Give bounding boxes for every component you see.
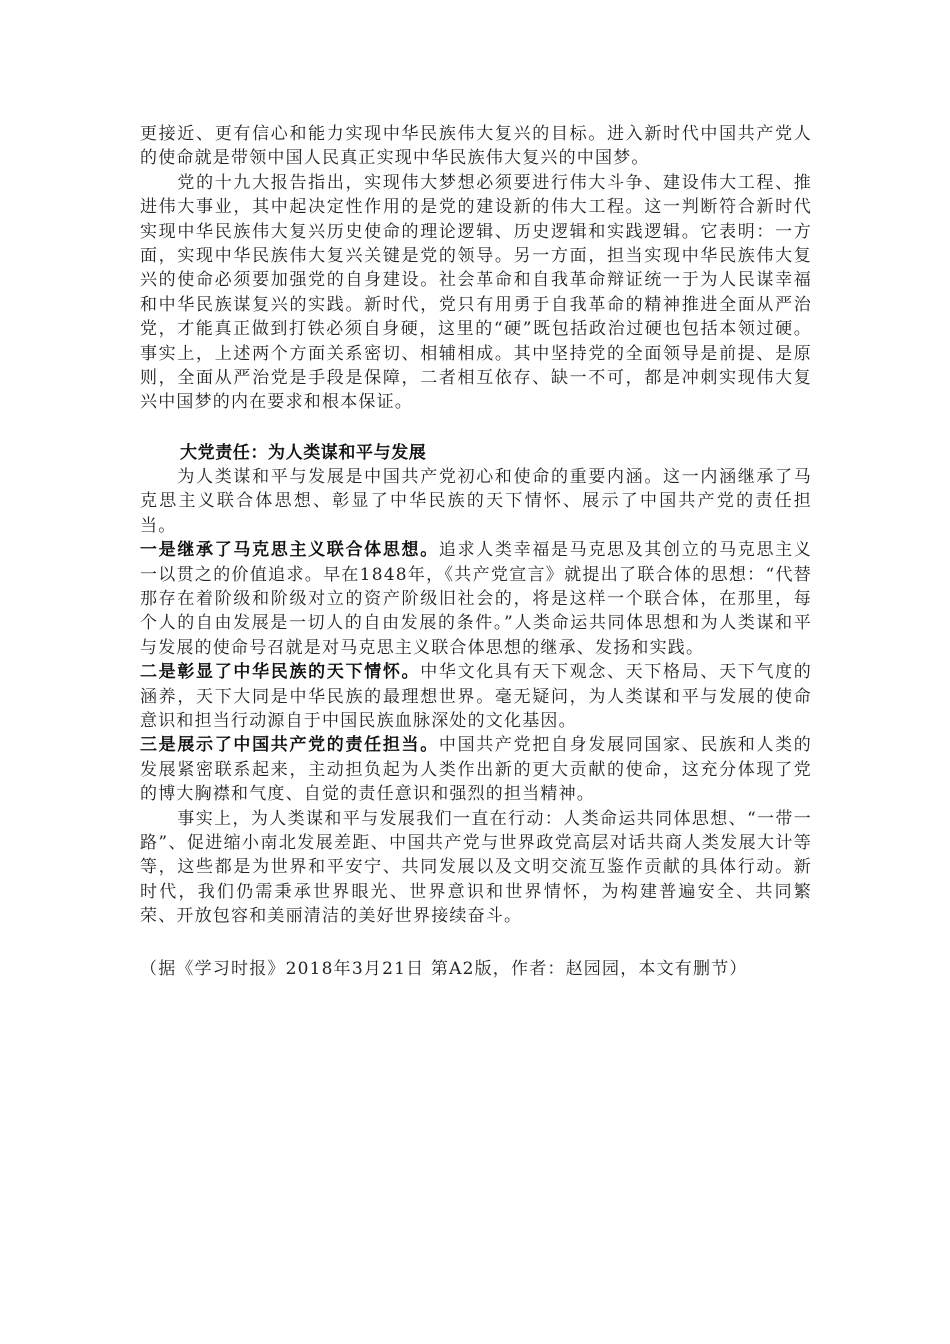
point-lead: 三是展示了中国共产党的责任担当。 (140, 735, 439, 756)
section-closing: 事实上，为人类谋和平与发展我们一直在行动：人类命运共同体思想、“一带一路”、促进缩小南北发展差距、中国共产党与世界政党高层对话共商人类发展大计等等，这些都是为世界和平安宁、共同发展以及文明交流互鉴作贡献的具体行动。新时代，我们仍需秉承世界眼光、世界意识和世界情怀，为构建普遍安全、共同繁荣、开放包容和美丽清洁的美好世界接续奋斗。 (140, 808, 812, 927)
section-heading: 大党责任：为人类谋和平与发展 (180, 442, 427, 463)
point-party-responsibility (140, 733, 812, 806)
source-note: （据《学习时报》2018年3月21日 第A2版，作者：赵园园，本文有删节） (140, 958, 748, 979)
section-intro: 为人类谋和平与发展是中国共产党初心和使命的重要内涵。这一内涵继承了马克思主义联合体思想、彰显了中华民族的天下情怀、展示了中国共产党的责任担当。 (140, 466, 812, 536)
point-text: 追求人类幸福是马克思及其创立的马克思主义一以贯之的价值追求。早在1848年，《共产党宣言》就提出了联合体的思想：“代替那存在着阶级和阶级对立的资产阶级旧社会的，将是这样一个联合体，在那里，每个人的自由发展是一切人的自由发展的条件。”人类命运共同体思想和为人类谋和平与发展的使命号召就是对马克思主义联合体思想的继承、发扬和实践。 (140, 540, 813, 658)
point-marxism (140, 538, 812, 660)
point-text: 中国共产党把自身发展同国家、民族和人类的发展紧密联系起来，主动担负起为人类作出新的更大贡献的使命，这充分体现了党的博大胸襟和气度、自觉的责任意识和强烈的担当精神。 (140, 735, 813, 805)
point-lead: 二是彰显了中华民族的天下情怀。 (140, 662, 421, 683)
point-chinese-nation (140, 660, 812, 733)
point-text: 中华文化具有天下观念、天下格局、天下气度的涵养，天下大同是中华民族的最理想世界。毫无疑问，为人类谋和平与发展的使命意识和担当行动源自于中国民族血脉深处的文化基因。 (140, 662, 813, 731)
article-page (140, 122, 812, 981)
paragraph-party-building: 党的十九大报告指出，实现伟大梦想必须要进行伟大斗争、建设伟大工程、推进伟大事业，其中起决定性作用的是党的建设新的伟大工程。这一判断符合新时代实现中华民族伟大复兴历史使命的理论逻辑、历史逻辑和实践逻辑。它表明：一方面，实现中华民族伟大复兴关键是党的领导。另一方面，担当实现中华民族伟大复兴的使命必须要加强党的自身建设。社会革命和自我革命辩证统一于为人民谋幸福和中华民族谋复兴的实践。新时代，党只有用勇于自我革命的精神推进全面从严治党，才能真正做到打铁必须自身硬，这里的“硬”既包括政治过硬也包括本领过硬。事实上，上述两个方面关系密切、相辅相成。其中坚持党的全面领导是前提、是原则，全面从严治党是手段是保障，二者相互依存、缺一不可，都是冲刺实现伟大复兴中国梦的内在要求和根本保证。 (140, 172, 812, 413)
paragraph-continuation: 更接近、更有信心和能力实现中华民族伟大复兴的目标。进入新时代中国共产党人的使命就是带领中国人民真正实现中华民族伟大复兴的中国梦。 (140, 124, 812, 169)
point-lead: 一是继承了马克思主义联合体思想。 (140, 540, 439, 561)
